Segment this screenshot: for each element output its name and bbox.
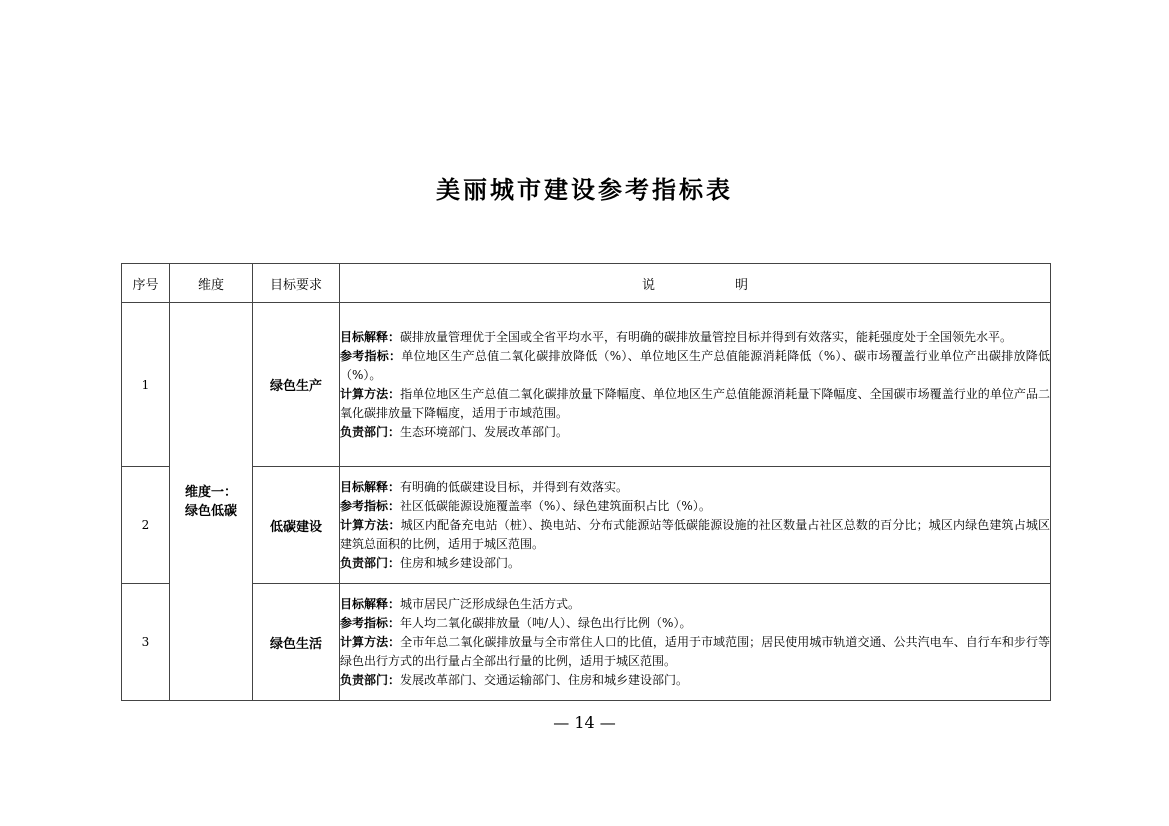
desc-text: 全市年总二氧化碳排放量与全市常住人口的比值，适用于市域范围；居民使用城市轨道交通、公共汽电车、自行车和步行等绿色出行方式的出行量占全部出行量的比例，适用于城区范围。 xyxy=(340,634,1050,668)
desc-text: 碳排放量管理优于全国或全省平均水平，有明确的碳排放量管控目标并得到有效落实，能耗强度处于全国领先水平。 xyxy=(400,329,1013,344)
table-row xyxy=(122,584,1051,701)
indicator-table xyxy=(121,263,1051,701)
header-description xyxy=(340,264,1051,303)
dimension-label-line1: 维度一： xyxy=(184,484,237,500)
desc-text: 单位地区生产总值二氧化碳排放降低（%）、单位地区生产总值能源消耗降低（%）、碳市场覆盖行业单位产出碳排放降低（%）。 xyxy=(340,348,1050,382)
row-index: 3 xyxy=(122,584,170,701)
dimension-label-line2: 绿色低碳 xyxy=(184,503,237,519)
desc-item xyxy=(340,516,1050,554)
row-index: 1 xyxy=(122,303,170,467)
table-row xyxy=(122,303,1051,467)
desc-item xyxy=(340,423,1050,442)
desc-item xyxy=(340,595,1050,614)
page-title: 美丽城市建设参考指标表 xyxy=(436,176,733,204)
desc-item xyxy=(340,347,1050,385)
desc-text: 年人均二氧化碳排放量（吨/人）、绿色出行比例（%）。 xyxy=(400,615,692,630)
desc-label: 负责部门： xyxy=(340,672,401,687)
desc-label: 负责部门： xyxy=(340,555,401,570)
goal-cell: 绿色生活 xyxy=(253,584,340,701)
header-description-part1: 说 xyxy=(641,277,655,293)
header-goal: 目标要求 xyxy=(253,264,340,303)
desc-label: 参考指标： xyxy=(340,348,402,363)
desc-label: 参考指标： xyxy=(340,615,401,630)
description-cell xyxy=(340,467,1051,584)
table-header-row xyxy=(122,264,1051,303)
desc-label: 目标解释： xyxy=(340,596,401,611)
header-dimension: 维度 xyxy=(170,264,253,303)
desc-label: 计算方法： xyxy=(340,517,401,532)
desc-label: 参考指标： xyxy=(340,498,401,513)
desc-text: 有明确的低碳建设目标，并得到有效落实。 xyxy=(400,479,629,494)
desc-label: 目标解释： xyxy=(340,329,401,344)
dimension-cell xyxy=(170,303,253,701)
goal-cell: 绿色生产 xyxy=(253,303,340,467)
header-description-part2: 明 xyxy=(735,277,749,293)
desc-text: 城市居民广泛形成绿色生活方式。 xyxy=(400,596,581,611)
desc-item xyxy=(340,328,1050,347)
description-cell xyxy=(340,584,1051,701)
desc-text: 住房和城乡建设部门。 xyxy=(400,555,521,570)
description-cell xyxy=(340,303,1051,467)
desc-label: 负责部门： xyxy=(340,424,401,439)
goal-cell: 低碳建设 xyxy=(253,467,340,584)
desc-text: 社区低碳能源设施覆盖率（%）、绿色建筑面积占比（%）。 xyxy=(400,498,711,513)
desc-label: 目标解释： xyxy=(340,479,401,494)
desc-text: 生态环境部门、发展改革部门。 xyxy=(400,424,569,439)
desc-item xyxy=(340,671,1050,690)
desc-item xyxy=(340,385,1050,423)
desc-text: 城区内配备充电站（桩）、换电站、分布式能源站等低碳能源设施的社区数量占社区总数的百分比；城区内绿色建筑占城区建筑总面积的比例，适用于城区范围。 xyxy=(340,517,1050,551)
desc-text: 发展改革部门、交通运输部门、住房和城乡建设部门。 xyxy=(400,672,689,687)
desc-text: 指单位地区生产总值二氧化碳排放量下降幅度、单位地区生产总值能源消耗量下降幅度、全国碳市场覆盖行业的单位产品二氧化碳排放量下降幅度，适用于市域范围。 xyxy=(340,386,1050,420)
desc-label: 计算方法： xyxy=(340,634,401,649)
desc-item xyxy=(340,478,1050,497)
page-number: — 14 — xyxy=(553,713,616,732)
desc-item xyxy=(340,633,1050,671)
table-row xyxy=(122,467,1051,584)
desc-item xyxy=(340,554,1050,573)
desc-item xyxy=(340,497,1050,516)
desc-label: 计算方法： xyxy=(340,386,401,401)
header-index: 序号 xyxy=(122,264,170,303)
desc-item xyxy=(340,614,1050,633)
row-index: 2 xyxy=(122,467,170,584)
